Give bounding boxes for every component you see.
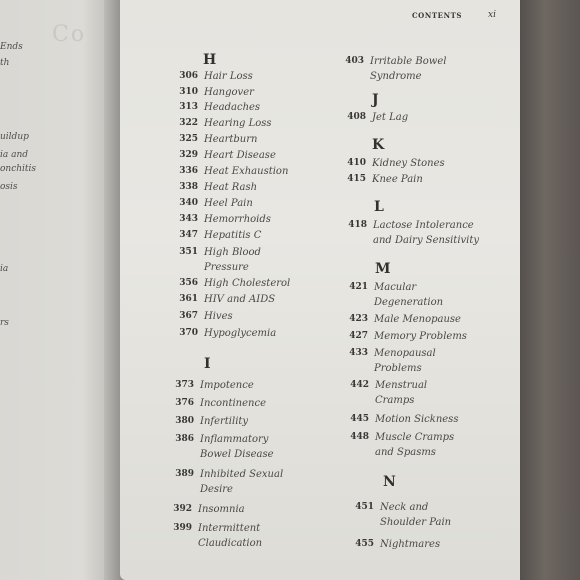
- toc-title-line: Macular: [374, 282, 417, 293]
- toc-page-number: 451: [355, 502, 374, 512]
- section-letter: M: [375, 261, 391, 277]
- toc-entry: [170, 309, 233, 324]
- left-fragment: Ends: [0, 42, 23, 52]
- toc-title-line: Syndrome: [370, 71, 422, 82]
- toc-entry: [340, 346, 436, 376]
- toc-title: Heel Pain: [204, 198, 253, 209]
- toc-entry: [170, 85, 254, 100]
- toc-entry: [164, 502, 245, 517]
- toc-title: HIV and AIDS: [204, 294, 276, 305]
- toc-title-line: Claudication: [198, 538, 263, 549]
- section-letter: J: [372, 92, 379, 108]
- toc-entry: [170, 292, 275, 307]
- toc-title-line: Bowel Disease: [200, 449, 274, 460]
- toc-page-number: 376: [175, 398, 194, 408]
- toc-page-number: 442: [350, 380, 369, 390]
- left-fragment: uildup: [0, 132, 29, 142]
- toc-page-number: 423: [349, 314, 368, 324]
- toc-entry: [170, 100, 260, 115]
- toc-title: Motion Sickness: [375, 414, 459, 425]
- toc-title: [200, 432, 274, 462]
- toc-page-number: 329: [179, 150, 198, 160]
- toc-entry: [166, 378, 254, 393]
- toc-title: [198, 521, 262, 551]
- toc-entry: [170, 164, 288, 179]
- toc-title: Hearing Loss: [204, 118, 272, 129]
- left-page-ghost-text: Co: [52, 22, 87, 47]
- toc-title-line: Problems: [374, 363, 422, 374]
- toc-title: Heart Disease: [204, 150, 276, 161]
- toc-entry: [340, 329, 467, 344]
- toc-entry: [346, 537, 440, 552]
- toc-entry: [336, 54, 446, 84]
- toc-page-number: 356: [179, 278, 198, 288]
- toc-entry: [170, 326, 276, 341]
- toc-page-number: 386: [175, 434, 194, 444]
- toc-title: Hemorrhoids: [204, 214, 271, 225]
- toc-entry: [164, 521, 262, 551]
- toc-title: [374, 280, 443, 310]
- toc-entry: [170, 228, 261, 243]
- toc-page-number: 418: [348, 220, 367, 230]
- left-fragment: th: [0, 58, 10, 68]
- toc-title: Hypoglycemia: [204, 328, 277, 339]
- left-fragment: osis: [0, 182, 18, 192]
- toc-title-line: Muscle Cramps: [375, 432, 455, 443]
- toc-page-number: 433: [349, 348, 368, 358]
- toc-entry: [339, 218, 479, 248]
- toc-title: [200, 467, 283, 497]
- toc-title-line: Neck and: [380, 502, 429, 513]
- toc-page-number: 347: [179, 230, 198, 240]
- section-letter: N: [383, 474, 396, 490]
- toc-title: [374, 346, 436, 376]
- toc-title: Jet Lag: [372, 112, 409, 123]
- toc-title-line: Inflammatory: [200, 434, 269, 445]
- toc-title: Hives: [204, 311, 233, 322]
- toc-title: [375, 378, 427, 408]
- toc-title: Incontinence: [200, 398, 266, 409]
- toc-title: [380, 500, 451, 530]
- toc-page-number: 421: [349, 282, 368, 292]
- left-fragment: ia: [0, 264, 9, 274]
- page-number: xi: [488, 10, 496, 20]
- toc-entry: [170, 116, 272, 131]
- toc-entry: [341, 412, 458, 427]
- toc-title-line: High Blood: [204, 247, 261, 258]
- toc-title: Nightmares: [380, 539, 441, 550]
- toc-page-number: 403: [345, 56, 364, 66]
- section-letter: K: [372, 137, 385, 153]
- toc-title-line: and Spasms: [375, 447, 436, 458]
- toc-page-number: 408: [347, 112, 366, 122]
- toc-entry: [170, 245, 261, 275]
- toc-title: [204, 245, 261, 275]
- toc-title: Hair Loss: [204, 71, 253, 82]
- toc-entry: [341, 378, 427, 408]
- toc-entry: [170, 148, 276, 163]
- table-surface: [520, 0, 580, 580]
- toc-page-number: 415: [347, 174, 366, 184]
- toc-page-number: 427: [349, 331, 368, 341]
- toc-entry: [340, 280, 443, 310]
- toc-entry: [341, 430, 454, 460]
- toc-entry: [166, 414, 248, 429]
- toc-title: Male Menopause: [374, 314, 461, 325]
- toc-title: Headaches: [204, 102, 261, 113]
- toc-title-line: Pressure: [204, 262, 249, 273]
- toc-title: [373, 218, 479, 248]
- left-fragment: rs: [0, 318, 9, 328]
- toc-entry: [170, 196, 253, 211]
- toc-title: Heartburn: [204, 134, 258, 145]
- toc-page-number: 399: [173, 523, 192, 533]
- toc-title: Knee Pain: [372, 174, 423, 185]
- toc-page-number: 367: [179, 311, 198, 321]
- left-page: [0, 0, 118, 580]
- toc-entry: [166, 467, 283, 497]
- toc-entry: [170, 69, 253, 84]
- toc-title-line: Shoulder Pain: [380, 517, 452, 528]
- toc-entry: [338, 172, 423, 187]
- toc-title: Infertility: [200, 416, 249, 427]
- toc-title-line: Irritable Bowel: [370, 56, 447, 67]
- toc-title: Heat Rash: [204, 182, 258, 193]
- toc-title-line: and Dairy Sensitivity: [373, 235, 480, 246]
- toc-page-number: 370: [179, 328, 198, 338]
- toc-page-number: 448: [350, 432, 369, 442]
- toc-page-number: 392: [173, 504, 192, 514]
- toc-entry: [346, 500, 451, 530]
- toc-page-number: 455: [355, 539, 374, 549]
- toc-title: [370, 54, 446, 84]
- toc-page-number: 343: [179, 214, 198, 224]
- toc-page-number: 389: [175, 469, 194, 479]
- toc-title-line: Cramps: [375, 395, 415, 406]
- toc-title: Memory Problems: [374, 331, 467, 342]
- toc-page-number: 313: [179, 102, 198, 112]
- toc-page-number: 306: [179, 71, 198, 81]
- toc-title: [375, 430, 454, 460]
- toc-title: Hepatitis C: [204, 230, 262, 241]
- toc-entry: [340, 312, 461, 327]
- toc-title: High Cholesterol: [204, 278, 291, 289]
- toc-title-line: Menopausal: [374, 348, 436, 359]
- toc-page-number: 336: [179, 166, 198, 176]
- toc-entry: [166, 432, 274, 462]
- toc-entry: [338, 156, 445, 171]
- toc-page-number: 410: [347, 158, 366, 168]
- left-fragment: onchitis: [0, 164, 37, 174]
- toc-page-number: 361: [179, 294, 198, 304]
- toc-entry: [338, 110, 408, 125]
- toc-page-number: 322: [179, 118, 198, 128]
- toc-page-number: 340: [179, 198, 198, 208]
- toc-page-number: 351: [179, 247, 198, 257]
- toc-title-line: Intermittent: [198, 523, 261, 534]
- toc-entry: [170, 132, 257, 147]
- section-letter: I: [204, 356, 211, 372]
- toc-title-line: Degeneration: [374, 297, 444, 308]
- toc-title: Heat Exhaustion: [204, 166, 289, 177]
- toc-page-number: 380: [175, 416, 194, 426]
- toc-title-line: Menstrual: [375, 380, 428, 391]
- toc-page-number: 373: [175, 380, 194, 390]
- toc-page-number: 325: [179, 134, 198, 144]
- toc-title-line: Inhibited Sexual: [200, 469, 284, 480]
- section-letter: L: [374, 199, 384, 215]
- toc-page-number: 445: [350, 414, 369, 424]
- toc-title: Hangover: [204, 87, 254, 98]
- toc-title: Insomnia: [198, 504, 245, 515]
- toc-entry: [166, 396, 266, 411]
- section-letter: H: [203, 52, 217, 68]
- left-fragment: ia and: [0, 150, 29, 160]
- toc-title: Kidney Stones: [372, 158, 445, 169]
- toc-entry: [170, 180, 257, 195]
- toc-title: Impotence: [200, 380, 254, 391]
- toc-page-number: 338: [179, 182, 198, 192]
- toc-title-line: Desire: [200, 484, 233, 495]
- toc-title-line: Lactose Intolerance: [373, 220, 474, 231]
- toc-entry: [170, 276, 290, 291]
- toc-page-number: 310: [179, 87, 198, 97]
- running-head: CONTENTS: [412, 11, 463, 20]
- toc-entry: [170, 212, 271, 227]
